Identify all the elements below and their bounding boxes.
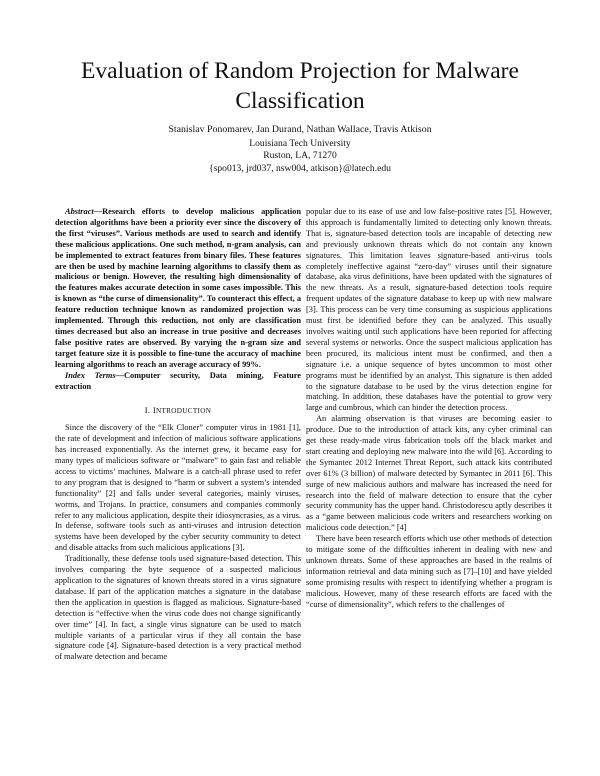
- paragraph: Since the discovery of the “Elk Cloner” computer virus in 1981 [1], the rate of development and infection of malicious software applications has increased exponentially. As the internet grew, it became easy for many types of malicious software or “malware” to gain fast and reliable access to victims’ machines. Malware is a catch-all phrase used to refer to any program that is designed to “harm or subvert a system’s intended functionality” [2] and falls under several categories, mainly viruses, worms, and Trojans. In practice, consumers and companies commonly refer to any malicious application, despite their idiosyncrasies, as a virus. In defense, software tools such as anti-viruses and intrusion detection systems have been developed by the cyber security community to detect and disable attacks from such malicious applications [3].: [55, 423, 301, 553]
- left-column: [55, 207, 301, 663]
- section-heading-rest: NTRODUCTION: [156, 407, 212, 416]
- index-terms: [55, 371, 301, 393]
- abstract: [55, 207, 301, 371]
- author-location: Ruston, LA, 71270: [263, 150, 337, 162]
- paragraph: popular due to its ease of use and low false-positive rates [5]. However, this approach is fundamentally limited to detecting only known threats. That is, signature-based detection tools are incapable of detecting new and previously unknown threats which do not contain any known signatures. This limitation leaves signature-based anti-virus tools completely ineffective against “zero-day” viruses until their signature database, aka virus definitions, have been updated with the signatures of the new threats. As a result, signature-based detection tools require frequent updates of the signature database to keep up with new malware [3]. This process can be very time consuming as suspicious applications must first be identified before they can be analyzed. This usually involves waiting until such applications have been reported for affecting several systems or networks. Once the suspect malicious application has been procured, its malicious intent must be confirmed, and then a signature i.e. a unique sequence of bytes uncommon to most other programs must be identified by an analyst. This signature is then added to the signature database to be used by the virus detection engine for matching. In addition, these databases have the potential to grow very large and cumbrous, which can hinder the detection process.: [306, 207, 552, 413]
- right-column: [306, 207, 552, 611]
- abstract-lead: Abstract: [65, 207, 94, 216]
- section-heading-introduction: [55, 405, 301, 417]
- index-terms-lead: Index Terms: [65, 370, 116, 380]
- paragraph: An alarming observation is that viruses are becoming easier to produce. Due to the introduction of attack kits, any cyber criminal can get these ready-made virus fabrication tools off the black market and start creating and deploying new malware into the wild [6]. According to the Symantec 2012 Internet Threat Report, such attack kits contributed over 61% (3 billion) of malware detected by Symantec in 2011 [6]. This surge of new malicious authors and malware has increased the need for research into the field of malware detection to ensure that the cyber security community has the upper hand. Christodorescu aptly describes it as a “game between malicious code writers and researchers working on malicious code detection.” [4]: [306, 414, 552, 533]
- index-terms-text: —Computer security, Data mining, Feature extraction: [55, 370, 301, 391]
- author-emails: {spo013, jrd037, nsw004, atkison}@latech.edu: [209, 162, 391, 174]
- author-names: Stanislav Ponomarev, Jan Durand, Nathan Wallace, Travis Atkison: [168, 124, 432, 135]
- author-affiliation: Louisiana Tech University: [249, 137, 351, 149]
- paragraph: There have been research efforts which use other methods of detection to mitigate some of the difficulties inherent in dealing with new and unknown threats. Some of these approaches are based in the realms of information retrieval and data mining such as [7]–[10] and have yielded some promising results with respect to identifying whether a program is malicious. However, many of these research efforts are faced with the “curse of dimensionality”, which refers to the challenges of: [306, 534, 552, 609]
- author-block: [40, 124, 560, 175]
- paper-title: Evaluation of Random Projection for Malware Classification: [81, 58, 519, 114]
- paragraph: Traditionally, these defense tools used signature-based detection. This involves comparing the byte sequence of a suspected malicious application to the signatures of known threats stored in a virus signature database. If part of the application matches a signature in the database then the application in question is flagged as malicious. Signature-based detection is “effective when the virus code does not change significantly over time” [4]. In fact, a single virus signature can be used to match multiple variants of a particular virus if they all contain the base signature code [4]. Signature-based detection is a very practical method of malware detection and became: [55, 554, 301, 662]
- section-heading-numeral: I. I: [144, 405, 156, 416]
- abstract-text: —Research efforts to develop malicious application detection algorithms have been a priority ever since the discovery of the first “viruses”. Various methods are used to search and identify these malicious applications. One such method, n-gram analysis, can be implemented to extract features from binary files. These features are then be used by machine learning algorithms to classify them as malicious or benign. However, the resulting high dimensionality of the features makes accurate detection in some cases impossible. This is known as “the curse of dimensionality”. To counteract this effect, a feature reduction technique known as randomized projection was implemented. Through this reduction, not only are classification times decreased but also an increase in true positive and decreases false positive rates are observed. By varying the n-gram size and target feature size it is possible to fine-tune the accuracy of machine learning algorithms to reach an average accuracy of 99%.: [55, 207, 301, 369]
